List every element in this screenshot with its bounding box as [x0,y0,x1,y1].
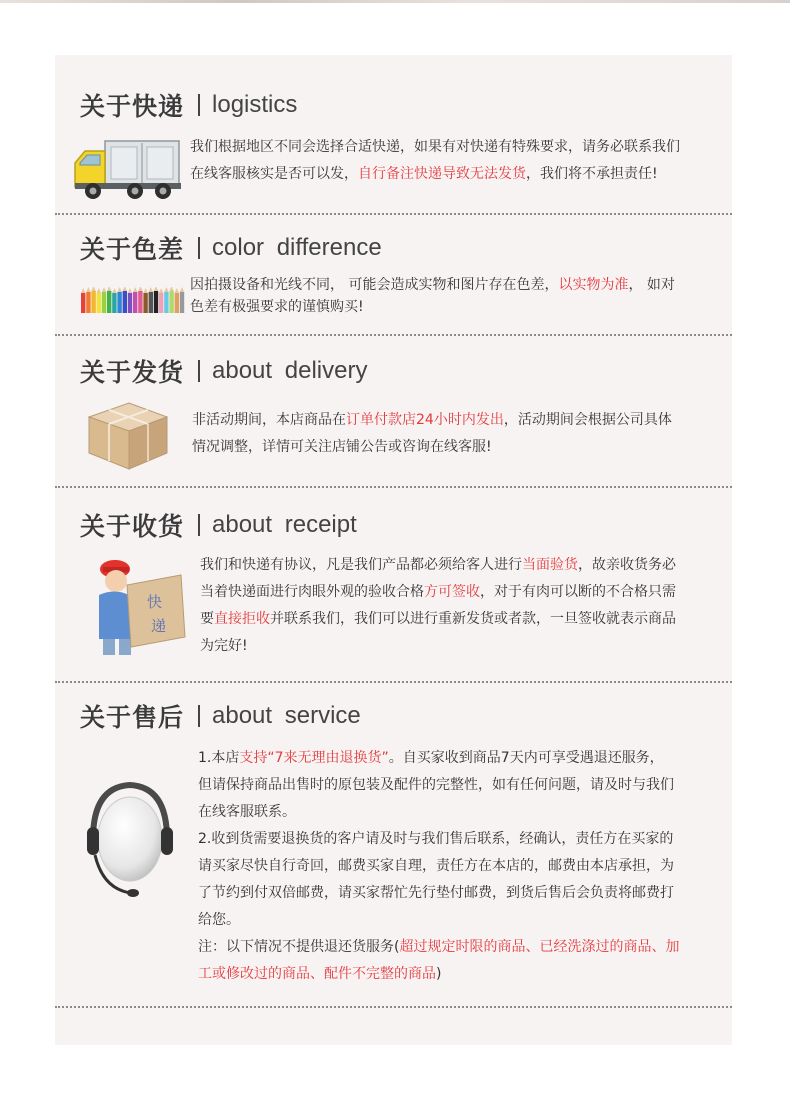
title-separator [198,360,200,382]
pencil-tip-shape [154,287,158,291]
body-text: 要 [200,611,214,627]
body-text: 当着快递面进行肉眼外观的验收合格 [200,584,424,600]
body-text: 请买家尽快自行奇回，邮费买家自理，责任方在本店的，邮费由本店承担，为 [198,858,674,874]
policy-panel [55,55,732,1045]
pencil-shape [143,293,147,313]
title-separator [198,514,200,536]
pencil-tip-shape [159,288,163,293]
body-text: 1.本店 [198,750,240,766]
body-line [198,799,679,826]
body-text: 我们根据地区不同会选择合适快递，如果有对快递有特殊要求，请务必联系我们 [190,139,680,155]
pencil-tip-shape [133,287,137,292]
delivery-truck-icon [71,137,183,201]
body-text: 注：以下情况不提供退还货服务( [198,939,400,955]
highlight-text: 直接拒收 [214,611,270,627]
courier-man-icon [89,553,189,657]
body-text: ，我们将不承担责任! [526,166,658,182]
pencil-shape [123,291,127,313]
body-text: 在线客服核实是否可以发， [190,166,358,182]
pencil-tip-shape [169,287,173,291]
body-line [198,934,679,961]
section-divider [55,486,732,488]
section-title-zh: 关于色差 [80,235,185,264]
pencil-shape [154,291,158,313]
body-line [200,579,676,606]
pencil-tip-shape [143,288,147,293]
pencil-shape [169,291,173,313]
body-text: ，对于有肉可以断的不合格只需 [480,584,676,600]
body-text: 并联系我们，我们可以进行重新发货或者款，一旦签收就表示商品 [270,611,676,627]
pencil-shape [81,293,85,313]
body-line [192,434,672,461]
pencil-shape [117,292,121,313]
section-body-logistics [190,134,680,188]
body-text: 为完好! [200,638,248,654]
body-line [198,880,679,907]
title-separator [198,705,200,727]
section-heading-delivery [80,353,367,389]
pencil-shape [175,293,179,313]
body-line [198,961,679,988]
highlight-text: 超过规定时限的商品、已经洗涤过的商品、加 [399,939,680,955]
section-body-service [198,745,679,988]
customer-service-headset-icon [85,777,175,907]
pencil-shape [138,291,142,313]
body-text: ，活动期间会根据公司具体 [503,412,672,428]
body-text: 非活动期间，本店商品在 [192,412,346,428]
pencil-tip-shape [112,288,116,293]
pencil-tip-shape [97,288,101,293]
body-text: 2.收到货需要退换货的客户请及时与我们售后联系，经确认，责任方在买家的 [198,831,674,847]
body-text: 但请保持商品出售时的原包装及配件的完整性，如有任何问题，请及时与我们 [198,777,674,793]
pencil-shape [91,291,95,313]
highlight-text: 当面验货 [522,557,578,573]
section-heading-color [80,230,382,266]
section-title-zh: 关于收货 [80,512,185,541]
body-line [200,633,676,660]
svg-text:递: 递 [151,617,167,635]
body-line [190,161,680,188]
highlight-text: 以实物为准 [558,277,629,293]
pencil-tip-shape [138,287,142,291]
body-text: 了节约到付双倍邮费，请买家帮忙先行垫付邮费，到货后售后会负责将邮费打 [198,885,674,901]
section-title-zh: 关于售后 [80,703,185,732]
body-line [200,552,676,579]
body-text: ，故亲收货务必 [578,557,676,573]
section-body-color [190,274,675,318]
section-body-receipt [200,552,676,660]
pencil-shape [159,293,163,313]
body-text: 在线客服联系。 [198,804,296,820]
colored-pencils-icon [77,287,187,315]
pencil-shape [86,292,90,313]
body-line [190,134,680,161]
pencil-shape [102,292,106,313]
pencil-tip-shape [107,287,111,291]
pencil-shape [149,292,153,313]
title-separator [198,94,200,116]
body-text: 因拍摄设备和光线不同， 可能会造成实物和图片存在色差， [190,277,559,293]
body-line [200,606,676,633]
pencil-tip-shape [149,287,153,292]
highlight-text: 支持“7来无理由退换货” [239,750,389,766]
pencil-shape [133,292,137,313]
body-text: ， 如对 [628,277,675,293]
section-title-zh: 关于发货 [80,358,185,387]
pencil-tip-shape [180,287,184,292]
section-title-en: logistics [212,91,298,118]
parcel-box-icon [83,393,171,473]
body-text: ) [436,966,442,982]
body-text: 我们和快递有协议，凡是我们产品都必须给客人进行 [200,557,522,573]
section-title-en: color difference [212,234,382,261]
section-divider [55,213,732,215]
top-decoration-line [0,0,790,3]
pencil-tip-shape [175,288,179,293]
body-line [190,296,675,318]
pencil-tip-shape [102,287,106,292]
body-line [192,407,672,434]
pencil-tip-shape [128,288,132,293]
pencil-tip-shape [123,287,127,291]
body-line [198,826,679,853]
highlight-text: 工或修改过的商品、配件不完整的商品 [198,966,436,982]
pencil-shape [97,293,101,313]
section-divider [55,1006,732,1008]
section-heading-service [80,698,361,734]
highlight-text: 自行备注快递导致无法发货 [358,166,526,182]
body-line [198,772,679,799]
title-separator [198,237,200,259]
section-heading-logistics [80,87,297,123]
body-text: 色差有极强要求的谨慎购买! [190,299,364,315]
pencil-tip-shape [164,287,168,292]
body-text: 。自买家收到商品7天内可享受遇退还服务， [388,750,664,766]
section-divider [55,681,732,683]
pencil-shape [112,293,116,313]
pencil-shape [128,293,132,313]
body-text: 给您。 [198,912,240,928]
pencil-tip-shape [117,287,121,292]
body-line [190,274,675,296]
pencil-tip-shape [86,287,90,292]
pencil-tip-shape [81,288,85,293]
section-divider [55,334,732,336]
section-heading-receipt [80,507,357,543]
pencil-tip-shape [91,287,95,291]
section-body-delivery [192,407,672,461]
section-title-en: about delivery [212,357,368,384]
highlight-text: 方可签收 [424,584,480,600]
body-text: 情况调整，详情可关注店铺公告或咨询在线客服! [192,439,492,455]
highlight-text: 订单付款店24小时内发出 [346,412,504,428]
section-title-en: about service [212,702,361,729]
body-line [198,745,679,772]
body-line [198,907,679,934]
pencil-shape [107,291,111,313]
section-title-zh: 关于快递 [80,92,185,121]
body-line [198,853,679,880]
pencil-shape [180,292,184,313]
section-title-en: about receipt [212,511,357,538]
pencil-shape [164,292,168,313]
svg-text:快: 快 [147,593,163,611]
